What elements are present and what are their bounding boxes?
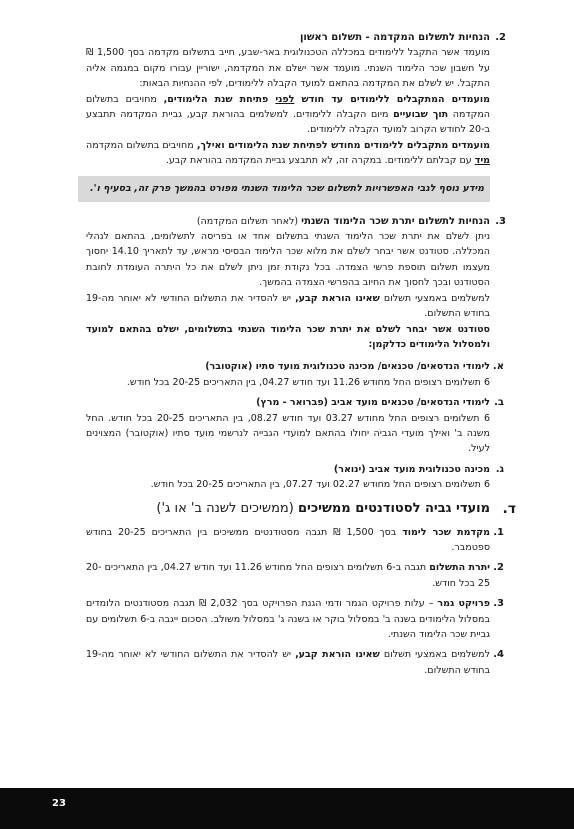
section-d-item-4-text: יש להסדיר את התשלום החודשי לא יאוחר מה-19 בחודש התשלום.: [86, 649, 490, 676]
section-3-heading-note: (לאחר תשלום המקדמה): [196, 215, 302, 227]
sub-item-b-text: 6 תשלומים רצופים החל מחודש 03.27 ועד חודש 08.27, בין התאריכים 20-25 בכל חודש. החל משנה ב' ואילך מועדי הגביה יחולו בהתאם למועדי הגבייה לנרשמי מועד סתיו (אוקטובר) המצוינים לעיל.: [86, 412, 490, 455]
section-d-item-4-number: 4.: [493, 649, 504, 661]
sub-item-b-letter: ב.: [494, 397, 504, 409]
section-2-paragraph-3: מועמדים מתקבלים ללימודים מחודש לפתיחת שנת הלימודים ואילך, מחויבים בתשלום המקדמה מיד עם קבלתם ללימודים. במקרה זה, לא תתבצע גביית המקדמה בהוראת קבע.: [86, 139, 490, 167]
footer-bar: [0, 788, 574, 829]
section-3: [86, 214, 506, 353]
sub-item-a-title: לימודי הנדסאים/ טכנאים/ מכינה טכנולוגית מועד סתיו (אוקטובר): [205, 361, 490, 373]
section-2-heading: הנחיות לתשלום המקדמה - תשלום ראשון: [299, 32, 490, 43]
section-2-number: 2.: [495, 32, 506, 43]
sub-item-c-letter: ג.: [495, 463, 504, 475]
page-content: [86, 30, 516, 683]
section-2: [86, 30, 506, 169]
section-d-title: [86, 499, 516, 519]
section-2-paragraph-1: מועמד אשר התקבל ללימודים במכללה הטכנולוגית באר-שבע, חייב בתשלום מקדמה בסך 1,500 ₪ על חשבון שכר הלימוד השנתי. מועמד אשר ישלם את המקדמה, ישוריין עבורו מקום במגמה אליה התקבל. יש לשלם את המקדמה בהתאם למועד הקבלה ללימודים, לפי ההנחיות הבאות:: [86, 47, 490, 90]
section-d-item-2: [86, 560, 504, 591]
sub-item-a: [86, 359, 504, 390]
section-3-number: 3.: [495, 215, 506, 227]
section-d-item-3: [86, 596, 504, 642]
sub-item-c-text: 6 תשלומים רצופים החל מחודש 02.27 ועד 07.27, בין התאריכים 20-25 בכל חודש.: [150, 479, 490, 491]
section-3-paragraph-3: סטודנט אשר יבחר לשלם את יתרת שכר הלימוד השנתי בתשלומים, ישלם בהתאם למועד ולמסלול הלימודים כדלקמן:: [86, 323, 490, 350]
section-d-item-1-text: בסך 1,500 ₪ תגבה מסטודנטים ממשיכים בין התאריכים 20-25 בחודש ספטמבר.: [86, 526, 490, 553]
section-d-item-2-title: יתרת התשלום: [429, 562, 490, 574]
section-d-item-4-lead: למשלמים באמצעי תשלום: [379, 649, 490, 661]
section-d-item-2-text: תגבה ב-6 תשלומים רצופים החל מחודש 11.26 ועד חודש 04.27, בין התאריכים 20-25 בכל חודש.: [86, 562, 490, 589]
section-3-heading: הנחיות לתשלום יתרת שכר הלימוד השנתי: [301, 215, 490, 227]
section-d-item-4-bold: שאינו הוראת קבע,: [295, 649, 380, 661]
section-d-heading-note: (ממשיכים לשנה ב' או ג'): [156, 500, 298, 516]
section-3-paragraph-2: למשלמים באמצעי תשלום שאינו הוראת קבע, יש להסדיר את התשלום החודשי לא יאוחר מה-19 בחודש התשלום.: [86, 292, 490, 320]
sub-item-c: [86, 462, 504, 493]
section-d-item-1-number: 1.: [493, 526, 504, 538]
section-3-paragraph-1: ניתן לשלם את יתרת שכר הלימוד השנתי בתשלום אחד או בפריסה לתשלומים, בהתאם לנהלי המכללה. סטודנט אשר יבחר לשלם את מלוא שכר הלימוד הבסיסי מראש, עד לתאריך 14.10 יחסוך מעצמו תשלום תוספת פרשי הצמדה. בכל נקודת זמן ניתן לשלם את כל היתרה העומדת לחובת הסטודנט ובכך לחסוך את החיוב בהפרשי הצמדה בהמשך.: [86, 231, 490, 289]
sub-item-b: [86, 395, 504, 457]
section-d-item-1: [86, 525, 504, 556]
sub-item-b-title: לימודי הנדסאים/ טכנאים מועד אביב (פברואר - מרץ): [256, 397, 490, 409]
section-2-paragraph-2: מועמדים המתקבלים ללימודים עד חודש לפני פתיחת שנת הלימודים, מחויבים בתשלום המקדמה תוך שבועיים מיום הקבלה ללימודים. למשלמים בהוראת קבע, גביית המקדמה תתבצע ב-20 לחודש הקרוב למועד הקבלה ללימודים.: [86, 93, 490, 136]
section-d-item-3-number: 3.: [493, 598, 504, 610]
section-d-item-3-text: – עלות פרויקט הגמר ודמי הגנת הפרויקט בסך 2,032 ₪ תגבה מסטודנטים הלומדים במסלול הלימודים בשנה ב' במסלול בוקר או בשנה ג' במסלול משולב. הסכום ייגבה ב-6 תשלומים עם גביית שכר הלימוד השנתי.: [86, 598, 490, 640]
section-d-item-4: [86, 647, 504, 678]
page-number: 23: [52, 798, 66, 809]
sub-item-c-title: מכינה טכנולוגית מועד אביב (ינואר): [333, 463, 490, 475]
section-d-item-2-number: 2.: [493, 562, 504, 574]
info-note-box: מידע נוסף לגבי האפשרויות לתשלום שכר הלימוד השנתי מפורט בהמשך פרק זה, בסעיף ו'.: [78, 176, 490, 202]
sub-item-a-letter: א.: [492, 361, 504, 373]
section-d-letter: ד.: [502, 500, 516, 517]
sub-item-a-text: 6 תשלומים רצופים החל מחודש 11.26 ועד חודש 04.27, בין התאריכים 20-25 בכל חודש.: [126, 376, 490, 388]
section-d-heading: מועדי גביה לסטודנטים ממשיכים: [297, 500, 490, 516]
section-d-item-1-title: מקדמת שכר לימוד: [402, 526, 490, 538]
section-d-item-3-title: פרויקט גמר: [437, 598, 490, 610]
